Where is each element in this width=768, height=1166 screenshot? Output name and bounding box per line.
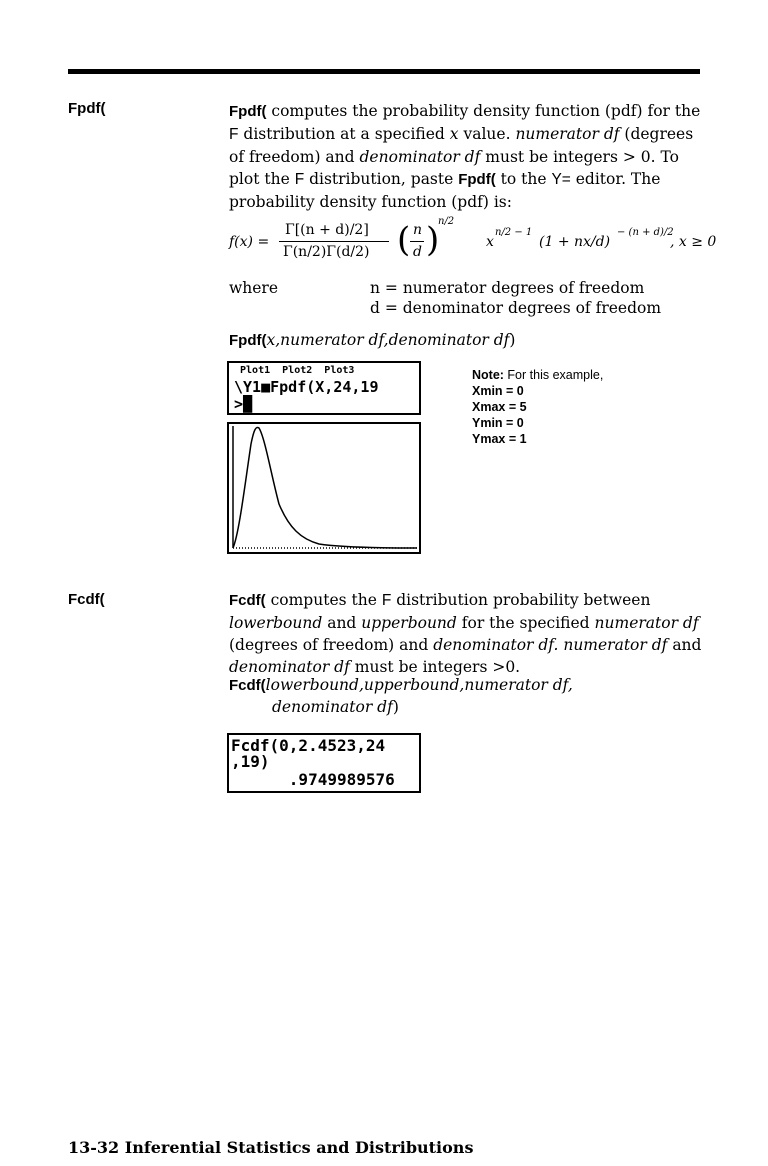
fcdf-command-cont: ,19) [231, 752, 270, 771]
formula-fraction-bar [279, 241, 389, 242]
formula-exponent-3: − (n + d)/2 [617, 227, 674, 238]
formula-denominator: Γ(n/2)Γ(d/2) [283, 244, 370, 260]
calculator-screen-home [227, 733, 421, 793]
where-n: n = numerator degrees of freedom [370, 279, 645, 297]
note-xmin: Xmin = 0 [472, 384, 524, 398]
formula-left-paren: ( [397, 220, 411, 260]
formula-numerator: Γ[(n + d)/2] [285, 222, 369, 238]
formula-exponent-2: n/2 − 1 [495, 227, 533, 238]
formula-condition: , x ≥ 0 [670, 234, 717, 250]
note-ymax: Ymax = 1 [472, 432, 527, 446]
note-xmax: Xmax = 5 [472, 400, 527, 414]
pdf-formula [229, 216, 717, 272]
fcdf-result: .9749989576 [231, 770, 395, 789]
fcdf-command: Fcdf(0,2.4523,24 [231, 736, 386, 755]
window-settings-note [472, 367, 603, 447]
calculator-screen-yeditor [227, 361, 421, 415]
page-footer: 13-32 Inferential Statistics and Distributions [68, 1138, 474, 1157]
formula-right-paren: ) [426, 220, 440, 260]
formula-lhs: f(x) = [229, 234, 270, 250]
calculator-screen-graph [227, 422, 421, 554]
fcdf-side-label: Fcdf( [68, 591, 105, 608]
fpdf-curve [233, 427, 417, 548]
formula-exponent-1: n/2 [438, 216, 455, 227]
fpdf-description: Fpdf( computes the probability density function (pdf) for the F distribution at a specified x value. numerator df (degrees of freedom) and denominator df must be integers > 0. To plot the F distribution, paste Fpdf( to the Y= editor. The probability density function (pdf) is: [229, 102, 701, 211]
formula-frac-n: n [413, 222, 423, 238]
fcdf-syntax-line2: denominator df) [272, 698, 399, 716]
note-label: Note: [472, 368, 504, 382]
fcdf-description: Fcdf( computes the F distribution probability between lowerbound and upperbound for the specified numerator df (degrees of freedom) and denominator df. numerator df and denominator df must be integers >0. [229, 591, 702, 676]
fpdf-graph [229, 424, 419, 552]
fcdf-syntax-line1: Fcdf(lowerbound,upperbound,numerator df, [229, 676, 573, 694]
where-d: d = denominator degrees of freedom [370, 299, 662, 317]
fpdf-syntax: Fpdf(x,numerator df,denominator df) [229, 331, 516, 349]
cursor-line: >█ [234, 395, 253, 413]
formula-frac-d: d [413, 244, 422, 260]
note-text: For this example, [503, 368, 604, 382]
y1-entry: \Y1■Fpdf(X,24,19 [234, 378, 379, 396]
where-label: where [229, 279, 279, 297]
formula-small-fraction-bar [410, 241, 424, 242]
formula-middle: (1 + nx/d) [539, 234, 611, 250]
fpdf-side-label: Fpdf( [68, 100, 106, 117]
top-rule [68, 69, 700, 74]
note-ymin: Ymin = 0 [472, 416, 524, 430]
formula-x: x [486, 234, 494, 250]
plot-row: Plot1 Plot2 Plot3 [234, 365, 355, 376]
